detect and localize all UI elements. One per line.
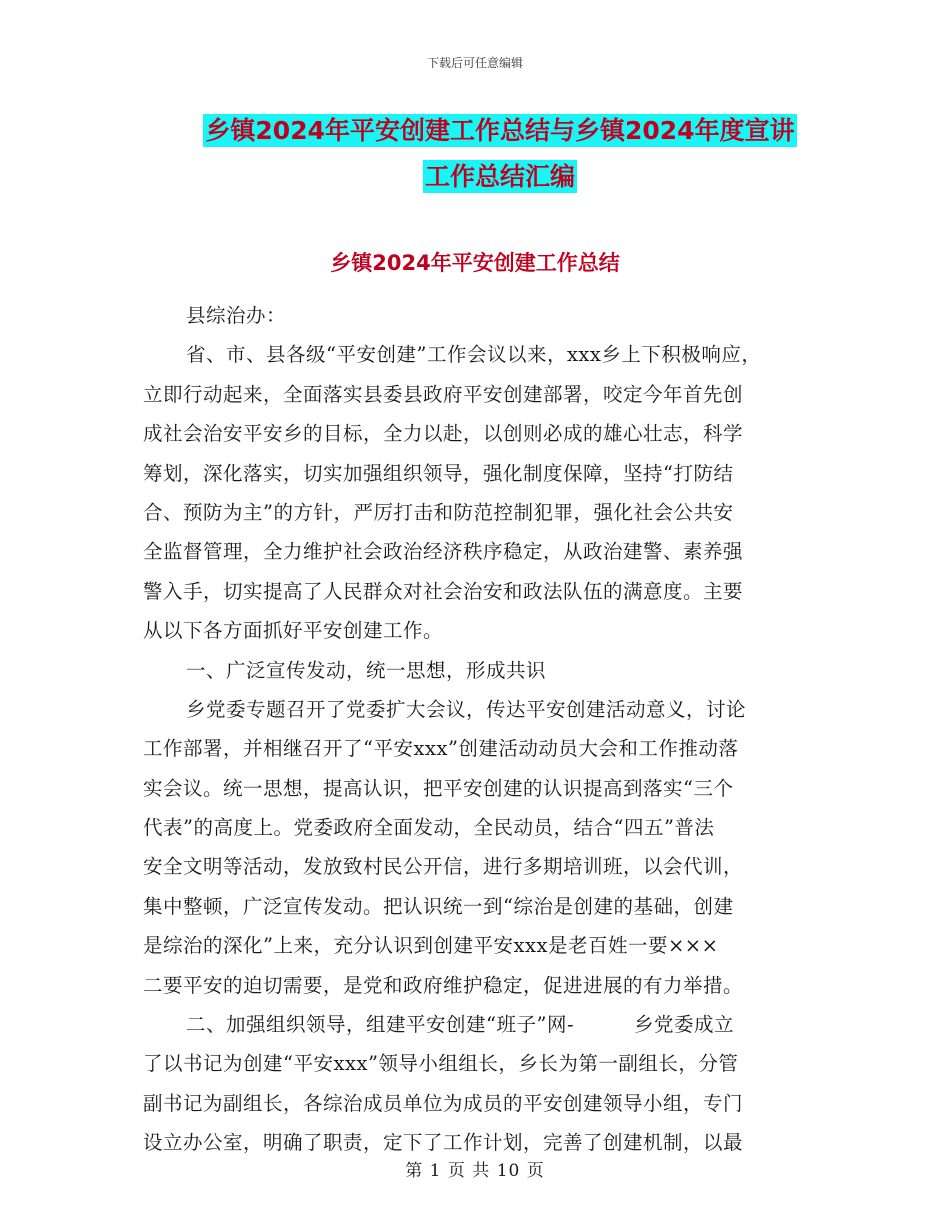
section-title: 乡镇2024年平安创建工作总结 [330, 251, 620, 275]
paragraph-line: 代表”的高度上。党委政府全面发动，全民动员，结合“四五”普法 [143, 816, 715, 840]
body-text [143, 296, 833, 1163]
paragraph-line: 省、市、县各级“平安创建”工作会议以来，xxx乡上下积极响应， [186, 343, 762, 367]
header-note: 下载后可任意编辑 [426, 56, 523, 70]
paragraph-line: 工作部署，并相继召开了“平安xxx”创建活动动员大会和工作推动落 [143, 737, 739, 761]
paragraph-line: 县综治办： [186, 304, 287, 327]
paragraph-line: 筹划，深化落实，切实加强组织领导，强化制度保障，坚持“打防结 [143, 461, 734, 485]
paragraph-line: 设立办公室，明确了职责，定下了工作计划，完善了创建机制，以最 [143, 1131, 744, 1155]
page-number-footer: 第 1 页 共 10 页 [405, 1161, 545, 1181]
paragraph-line: 是综治的深化”上来，充分认识到创建平安xxx是老百姓一要××× [143, 934, 719, 958]
main-title-line-2: 工作总结汇编 [424, 162, 575, 191]
paragraph-line: 实会议。统一思想，提高认识，把平安创建的认识提高到落实“三个 [143, 776, 734, 800]
paragraph-line: 乡党委专题召开了党委扩大会议，传达平安创建活动意义，讨论 [186, 697, 747, 721]
paragraph-line: 二要平安的迫切需要，是党和政府维护稳定，促进进展的有力举措。 [143, 973, 744, 997]
paragraph-line: 合、预防为主”的方针，严厉打击和防范控制犯罪，强化社会公共安 [143, 500, 734, 524]
section-heading-line: 二、加强组织领导，组建平安创建“班子”网- 乡党委成立 [186, 1013, 735, 1037]
paragraph-line: 全监督管理，全力维护社会政治经济秩序稳定，从政治建警、素养强 [143, 540, 744, 564]
paragraph-line: 集中整顿，广泛宣传发动。把认识统一到“综治是创建的基础，创建 [143, 894, 734, 918]
paragraph-line: 成社会治安平安乡的目标，全力以赴，以创则必成的雄心壮志，科学 [143, 422, 744, 446]
section-heading-line: 一、广泛宣传发动，统一思想，形成共识 [186, 658, 547, 682]
paragraph-line: 警入手，切实提高了人民群众对社会治安和政法队伍的满意度。主要 [143, 579, 744, 603]
paragraph-line: 安全文明等活动，发放致村民公开信，进行多期培训班，以会代训， [143, 855, 744, 879]
paragraph-line: 副书记为副组长，各综治成员单位为成员的平安创建领导小组，专门 [143, 1091, 744, 1115]
paragraph-line: 从以下各方面抓好平安创建工作。 [143, 619, 444, 643]
main-title [130, 108, 870, 200]
main-title-line-1: 乡镇2024年平安创建工作总结与乡镇2024年度宣讲 [205, 116, 795, 145]
paragraph-line: 了以书记为创建“平安xxx”领导小组组长，乡长为第一副组长，分管 [143, 1052, 739, 1076]
paragraph-line: 立即行动起来，全面落实县委县政府平安创建部署，咬定今年首先创 [143, 382, 744, 406]
